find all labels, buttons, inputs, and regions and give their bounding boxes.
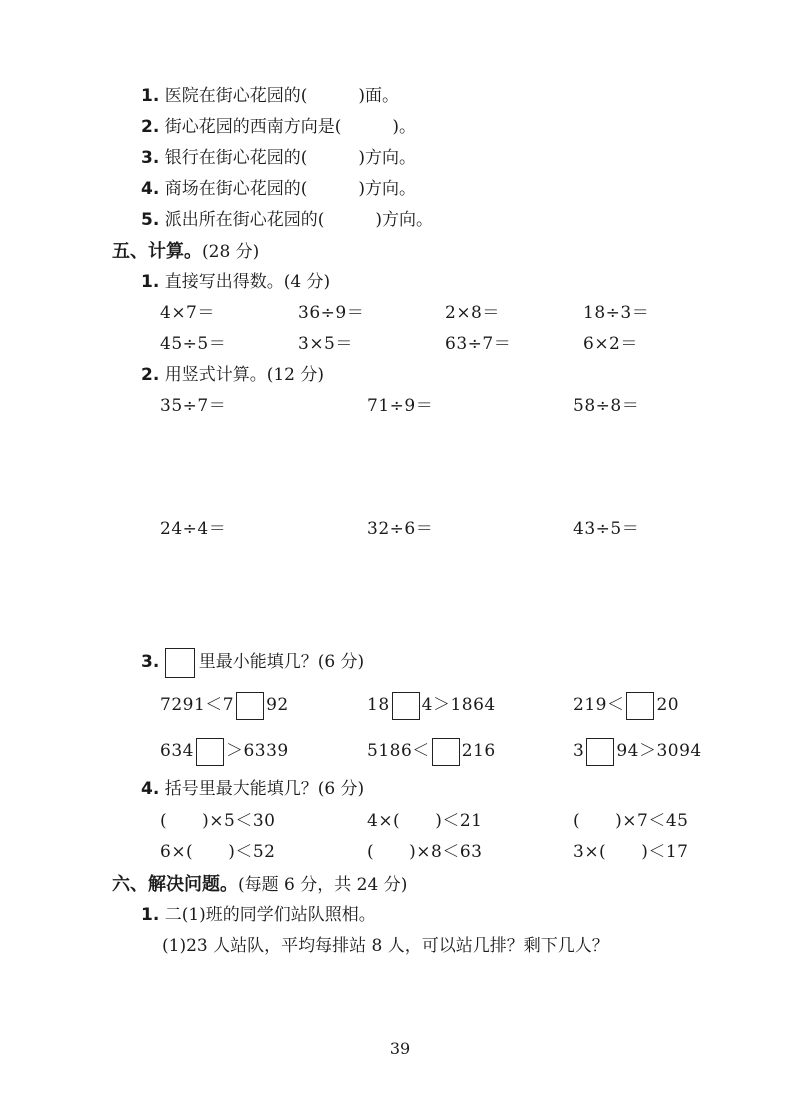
fill-item [160,737,289,766]
fill-item [367,737,496,766]
question-text: 里最小能填几？ [198,652,318,672]
q3-heading [141,647,364,678]
fill-item [160,691,289,720]
calc-item: 2×8＝ [445,303,500,323]
fill-post: 20 [656,695,680,715]
calc-item: 63÷7＝ [445,334,512,354]
calc-item: 6×2＝ [583,334,638,354]
calc-item: 32÷6＝ [367,519,434,539]
fill-pre: 18 [367,695,390,715]
fill-post: 216 [461,741,496,761]
calc-item: 35÷7＝ [160,396,227,416]
answer-box[interactable] [165,648,195,678]
question-number: 1. [141,86,160,106]
answer-box[interactable] [626,692,654,720]
question-text: 派出所在街心花园的( )方向。 [164,210,433,230]
question-text: 商场在街心花园的( )方向。 [164,179,416,199]
fill-pre: 5186＜ [367,741,430,761]
calc-item: 71÷9＝ [367,396,434,416]
fill-pre: 634 [160,741,194,761]
inequality-item: ( )×7＜45 [573,811,689,831]
calc-item: 45÷5＝ [160,334,227,354]
question-number: 3. [141,148,160,168]
question-number: 1. [141,272,160,292]
question-3 [141,150,416,167]
question-text: 街心花园的西南方向是( )。 [164,117,416,137]
answer-box[interactable] [586,738,614,766]
inequality-item: 4×( )＜21 [367,811,483,831]
question-number: 5. [141,210,160,230]
section5-heading [112,243,259,261]
question-text: 括号里最大能填几？ [164,779,318,799]
calc-item: 4×7＝ [160,303,215,323]
fill-pre: 3 [573,741,585,761]
question-score: (12 分) [266,365,325,385]
question-text: 二(1)班的同学们站队照相。 [164,905,376,925]
calc-item: 18÷3＝ [583,303,650,323]
inequality-item: 3×( )＜17 [573,842,689,862]
fill-item [573,691,679,720]
calc-item: 36÷9＝ [298,303,365,323]
answer-box[interactable] [392,692,420,720]
section-title: 五、计算。 [112,241,202,262]
question-1 [141,88,399,105]
question-number: 4. [141,779,160,799]
question-2 [141,119,416,136]
fill-post: ＞6339 [225,741,289,761]
question-text: 用竖式计算。 [164,365,267,385]
inequality-item: ( )×5＜30 [160,811,276,831]
question-4 [141,181,416,198]
fill-item [367,691,496,720]
answer-box[interactable] [432,738,460,766]
q1-heading [141,274,330,291]
q2-heading [141,367,324,384]
question-score: (4 分) [283,272,331,292]
fill-post: 4＞1864 [421,695,496,715]
fill-post: 92 [266,695,289,715]
section6-heading [112,876,407,894]
section-title: 六、解决问题。 [112,874,238,895]
calc-item: 43÷5＝ [573,519,640,539]
question-number: 4. [141,179,160,199]
inequality-item: ( )×8＜63 [367,842,483,862]
question-text: 银行在街心花园的( )方向。 [164,148,416,168]
calc-item: 3×5＝ [298,334,353,354]
q4-heading [141,781,364,798]
fill-pre: 7291＜7 [160,695,235,715]
inequality-item: 6×( )＜52 [160,842,276,862]
calc-item: 24÷4＝ [160,519,227,539]
question-score: (6 分) [317,652,365,672]
answer-box[interactable] [236,692,264,720]
section-score: (28 分) [202,242,260,262]
question-text: 医院在街心花园的( )面。 [164,86,399,106]
question-score: (6 分) [317,779,365,799]
question-number: 2. [141,365,160,385]
s6-q1-sub: (1)23 人站队，平均每排站 8 人，可以站几排？剩下几人？ [162,936,609,956]
fill-post: 94＞3094 [616,741,702,761]
calc-item: 58÷8＝ [573,396,640,416]
section-score: (每题 6 分，共 24 分) [238,875,408,895]
answer-box[interactable] [196,738,224,766]
fill-item [573,737,702,766]
question-number: 1. [141,905,160,925]
page-number: 39 [389,1039,411,1058]
question-number: 2. [141,117,160,137]
question-number: 3. [141,652,160,672]
s6-q1 [141,907,376,924]
fill-pre: 219＜ [573,695,625,715]
question-text: 直接写出得数。 [164,272,284,292]
question-5 [141,212,433,229]
